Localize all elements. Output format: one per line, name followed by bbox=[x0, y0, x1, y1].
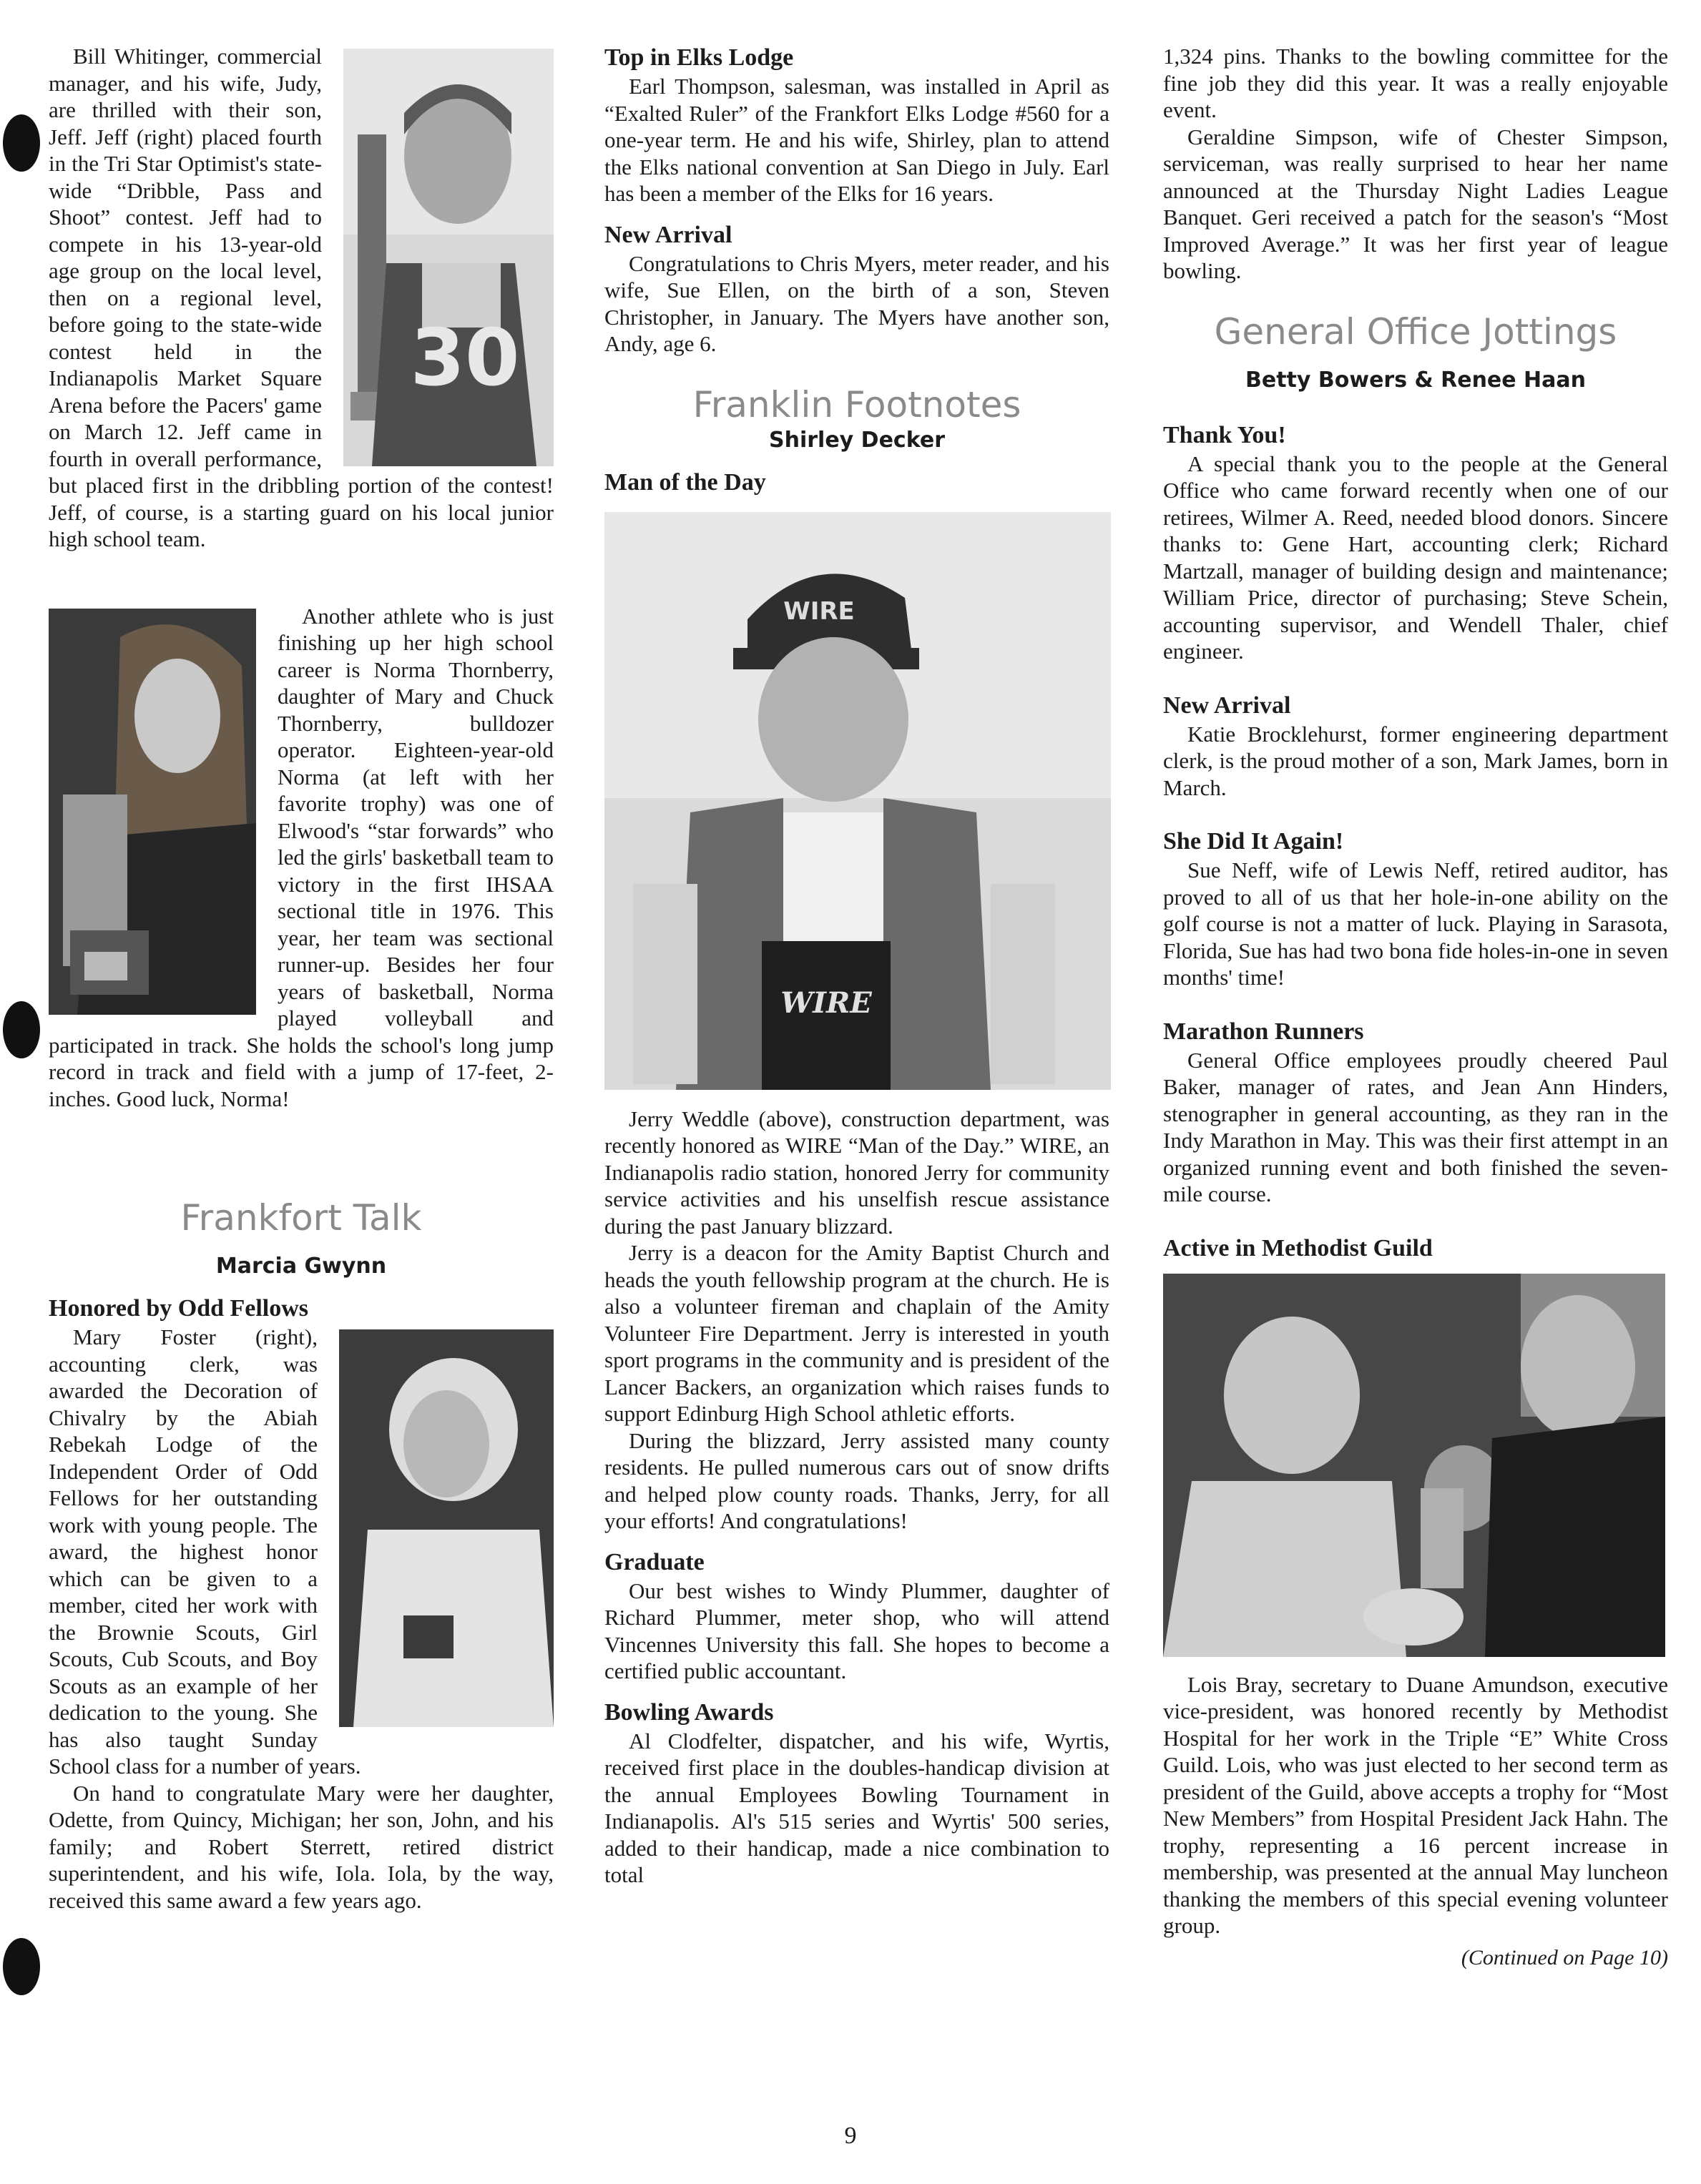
graduate-paragraph: Our best wishes to Windy Plummer, daughter of Richard Plummer, meter shop, who will attend Vincennes University this fall. She hopes to become a certified public accountant. bbox=[604, 1578, 1109, 1683]
marathon-paragraph: General Office employees proudly cheered Paul Baker, manager of rates, and Jean Ann Hinders, stenographer in general accounting, as they ran in the Indy Marathon in May. This was their first attempt in an organized running event and both finished the seven-mile course. bbox=[1163, 1047, 1668, 1206]
heading-elks-lodge: Top in Elks Lodge bbox=[604, 44, 794, 71]
heading-new-arrival-frankfort: New Arrival bbox=[604, 221, 732, 248]
byline-general-office: Betty Bowers & Renee Haan bbox=[1245, 367, 1587, 393]
bowling-paragraph: Al Clodfelter, dispatcher, and his wife, Wyrtis, received first place in the doubles-handicap division at the annual Employees Bowling Tournament in Indianapolis. Al's 515 series and Wyrtis' 500 series, added to their handicap, made a nice combination to total bbox=[604, 1728, 1109, 1887]
section-title-franklin-footnotes: Franklin Footnotes bbox=[692, 383, 1021, 426]
weddle-paragraph-3: During the blizzard, Jerry assisted many county residents. He pulled numerous cars out of snow drifts and helped plow county roads. Thanks, Jerry, for all your efforts! And congratulations! bbox=[604, 1427, 1109, 1533]
binder-hole bbox=[3, 1938, 40, 1995]
neff-paragraph: Sue Neff, wife of Lewis Neff, retired auditor, has proved to all of us that her hole-in-one ability on the golf course is not a matter of luck. Playing in Sarasota, Florida, Sue has had two bona fide holes-in-one in seven months' time! bbox=[1163, 857, 1668, 990]
heading-man-of-the-day: Man of the Day bbox=[604, 468, 766, 496]
bowling-continued-paragraph: 1,324 pins. Thanks to the bowling committee for the fine job they did this year. It was a really enjoyable event. bbox=[1163, 44, 1668, 122]
binder-hole bbox=[3, 114, 40, 172]
plaque-text: WIRE bbox=[780, 985, 872, 1020]
new-arrival-paragraph: Congratulations to Chris Myers, meter reader, and his wife, Sue Ellen, on the birth of a son, Steven Christopher, in January. The Myers have another son, Andy, age 6. bbox=[604, 250, 1109, 356]
byline-franklin: Shirley Decker bbox=[769, 427, 945, 453]
photo-jerry-image bbox=[604, 512, 1111, 1090]
section-title-frankfort-talk: Frankfort Talk bbox=[180, 1197, 422, 1239]
heading-marathon-runners: Marathon Runners bbox=[1163, 1018, 1364, 1045]
weddle-paragraph-1: Jerry Weddle (above), construction department, was recently honored as WIRE “Man of the Day.” WIRE, an Indianapolis radio station, honored Jerry for community service activities and his unselfish rescue assistance during the past January blizzard. bbox=[604, 1106, 1109, 1239]
heading-odd-fellows: Honored by Odd Fellows bbox=[49, 1295, 309, 1322]
photo-mary-image bbox=[339, 1329, 554, 1727]
binder-hole bbox=[3, 1001, 40, 1058]
byline-frankfort: Marcia Gwynn bbox=[215, 1254, 387, 1279]
page-number: 9 bbox=[844, 2122, 857, 2149]
photo-mary-foster bbox=[339, 1329, 554, 1727]
heading-she-did-it-again: She Did It Again! bbox=[1163, 828, 1344, 855]
heading-bowling-awards: Bowling Awards bbox=[604, 1698, 774, 1726]
photo-jeff-whitinger bbox=[343, 49, 554, 466]
foster-paragraph-1: Mary Foster (right), accounting clerk, was awarded the Decoration of Chivalry by the Abiah Rebekah Lodge of the Independent Order of Odd Fellows for her outstanding work with young people. The award, the highest honor which can be given to a member, cited her work with the Brownie Scouts, Girl Scouts, Cub Scouts, and Boy Scouts as an example of her dedication to the young. She has also taught Sunday School class for a number of years. bbox=[49, 1324, 361, 1779]
thank-you-paragraph: A special thank you to the people at the General Office who came forward recently when one of our retirees, Wilmer A. Reed, needed blood donors. Sincere thanks to: Gene Hart, accounting clerk; Richard Martzall, manager of building design and maintenance; William Price, director of purchasing; Steve Schein, accounting supervisor, and Wendell Thaler, chief engineer. bbox=[1163, 451, 1668, 664]
foster-paragraph-2: On hand to congratulate Mary were her daughter, Odette, from Quincy, Michigan; her son, John, and his family; and Robert Sterrett, retired district superintendent, and his wife, Iola. Iola, by the way, received this same award a few years ago. bbox=[49, 1780, 554, 1913]
cap-text: WIRE bbox=[783, 596, 855, 626]
heading-methodist-guild: Active in Methodist Guild bbox=[1163, 1234, 1433, 1261]
continued-note: (Continued on Page 10) bbox=[1461, 1945, 1668, 1969]
whitinger-paragraph: Bill Whitinger, commercial manager, and his wife, Judy, are thrilled with their son, Jeff. Jeff (right) placed fourth in the Tri Star Optimist's state-wide “Dribble, Pass and Shoot” contest. Jeff had to compete in his 13-year-old age group on the local level, then on a regional level, before going to the state-wide contest held in the Indianapolis Market Square Arena before the Pacers' game on March 12. Jeff came in fourth in overall performance, but placed first in the dribbling portion of the contest! Jeff, of course, is a starting guard on his local junior high school team. bbox=[49, 44, 554, 551]
photo-lois-bray bbox=[1163, 1274, 1665, 1657]
photo-norma-image bbox=[49, 609, 256, 1015]
photo-jeff-image bbox=[343, 49, 554, 466]
heading-new-arrival-general: New Arrival bbox=[1163, 692, 1291, 719]
jersey-number-text: 30 bbox=[410, 312, 520, 403]
heading-graduate: Graduate bbox=[604, 1548, 705, 1575]
weddle-paragraph-2: Jerry is a deacon for the Amity Baptist Church and heads the youth fellowship program at the church. He is also a volunteer fireman and chaplain of the Amity Volunteer Fire Department. Jerry is interested in youth sport programs in the community and is president of the Lancer Backers, an organization which raises funds to support Edinburg High School athletic efforts. bbox=[604, 1240, 1109, 1426]
photo-jerry-weddle bbox=[604, 512, 1111, 1090]
elks-paragraph: Earl Thompson, salesman, was installed in April as “Exalted Ruler” of the Frankfort Elks Lodge #560 for a one-year term. He and his wife, Shirley, plan to attend the Elks national convention at San Diego in July. Earl has been a member of the Elks for 16 years. bbox=[604, 74, 1109, 206]
column-middle bbox=[604, 43, 1109, 1889]
brocklehurst-paragraph: Katie Brocklehurst, former engineering department clerk, is the proud mother of a son, Mark James, born in March. bbox=[1163, 721, 1668, 800]
photo-lois-image bbox=[1163, 1274, 1665, 1657]
photo-norma-thornberry bbox=[49, 609, 256, 1015]
simpson-paragraph: Geraldine Simpson, wife of Chester Simpson, serviceman, was really surprised to hear her name announced at the Thursday Night Ladies League Banquet. Geri received a patch for the season's “Most Improved Average.” It was her first year of league bowling. bbox=[1163, 124, 1668, 283]
section-title-general-office: General Office Jottings bbox=[1214, 310, 1617, 353]
heading-thank-you: Thank You! bbox=[1163, 421, 1286, 448]
column-left bbox=[49, 43, 554, 1914]
column-right bbox=[1163, 43, 1668, 1972]
methodist-paragraph: Lois Bray, secretary to Duane Amundson, executive vice-president, was honored recently by Methodist Hospital for her work in the Triple “E” White Cross Guild. Lois, who was just elected to her second term as president of the Guild, above accepts a trophy for “Most New Members” from Hospital President Jack Hahn. The trophy, representing a 16 percent increase in membership, was presented at the annual May luncheon thanking the members of this special evening volunteer group. bbox=[1163, 1671, 1668, 1938]
thornberry-paragraph: Another athlete who is just finishing up her high school career is Norma Thornberry, daughter of Mary and Chuck Thornberry, bulldozer operator. Eighteen-year-old Norma (at left with her favorite trophy) was one of Elwood's “star forwards” who led the girls' basketball team to victory in the first IHSAA sectional title in 1976. This year, her team was sectional runner-up. Besides her four years of basketball, Norma played volleyball and participated in track. She holds the school's long jump record in track and field with a jump of 17-feet, 2-inches. Good luck, Norma! bbox=[49, 603, 554, 1111]
